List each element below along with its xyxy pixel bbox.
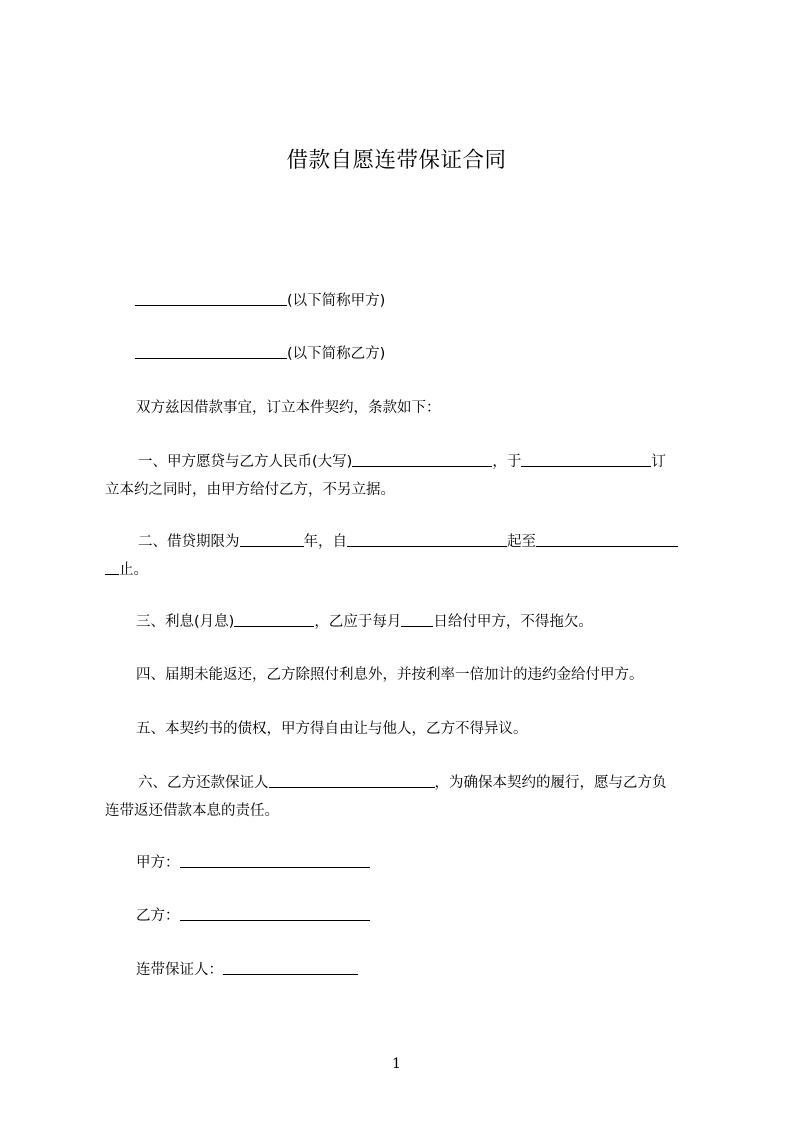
loan-date-blank[interactable] [521,452,651,467]
clause-1-line-2: 立本约之同时，由甲方给付乙方，不另立据。 [105,482,395,498]
clause-2-line-1 [138,532,738,552]
signature-party-a-label: 甲方： [136,855,180,871]
signature-guarantor-label: 连带保证人： [136,962,223,978]
clause-2-text-4: 止。 [119,562,148,578]
party-b-blank[interactable] [135,344,287,359]
signature-party-a-blank[interactable] [180,853,370,868]
clause-3-line [136,612,736,632]
monthly-interest-blank[interactable] [234,612,314,627]
clause-3-text-3: 日给付甲方，不得拖欠。 [433,614,593,630]
signature-guarantor [136,960,736,980]
clause-1-text-2: ，于 [492,454,522,470]
clause-4-text: 四、届期未能返还，乙方除照付利息外，并按利率一倍加计的违约金给付甲方。 [136,667,644,683]
loan-end-date-blank[interactable] [536,532,678,547]
clause-3-text-2: ，乙应于每月 [314,614,402,630]
payment-day-blank[interactable] [401,612,433,627]
clause-6-line-1 [138,773,738,793]
signature-party-a [136,853,736,873]
clause-6-line-2: 连带返还借款本息的责任。 [105,803,279,819]
signature-party-b [136,906,736,926]
clause-1-text-1: 一、甲方愿贷与乙方人民币(大写) [138,454,353,470]
document-title: 借款自愿连带保证合同 [286,148,507,173]
party-b-suffix: (以下简称乙方) [287,346,386,362]
party-a-suffix: (以下简称甲方) [287,293,386,309]
clause-6-text-2: ，为确保本契约的履行，愿与乙方负 [434,775,667,791]
signature-guarantor-blank[interactable] [223,960,358,975]
clause-5-text: 五、本契约书的债权，甲方得自由让与他人，乙方不得异议。 [136,721,528,737]
clause-2-text-1: 二、借贷期限为 [138,534,240,550]
clause-6-text-1: 六、乙方还款保证人 [138,775,269,791]
page-number: 1 [392,1056,401,1072]
signature-party-b-blank[interactable] [180,906,370,921]
guarantor-name-blank[interactable] [269,773,435,788]
loan-end-date-blank-cont[interactable] [105,560,119,575]
party-a-line [135,291,735,311]
clause-2-text-3: 起至 [507,534,536,550]
clause-2-text-2: 年，自 [303,534,347,550]
party-b-line [135,344,735,364]
loan-amount-blank[interactable] [352,452,492,467]
clause-2-line-2 [105,560,705,580]
party-a-blank[interactable] [135,291,287,306]
intro-text: 双方兹因借款事宜，订立本件契约，条款如下： [136,400,441,416]
clause-1-line-1 [138,452,738,472]
signature-party-b-label: 乙方： [136,908,180,924]
clause-3-text-1: 三、利息(月息) [136,614,235,630]
clause-1-text-3: 订 [651,454,666,470]
loan-term-years-blank[interactable] [240,532,304,547]
loan-start-date-blank[interactable] [347,532,507,547]
